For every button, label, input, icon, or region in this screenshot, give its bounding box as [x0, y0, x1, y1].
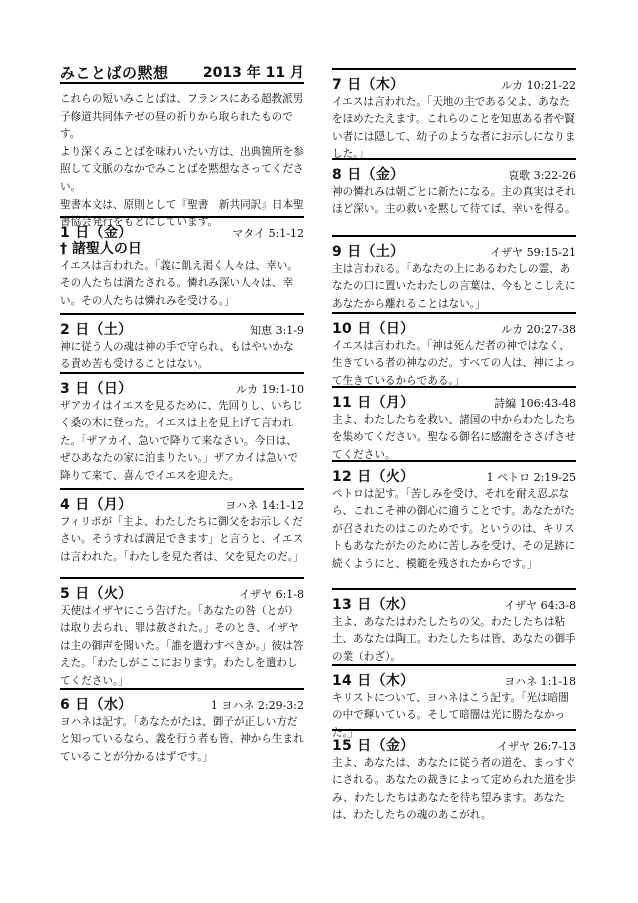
entry-date: 10 日（日）: [332, 321, 415, 337]
entry-day-7: [332, 68, 576, 164]
scripture-reference: 詩編 106:43-48: [494, 397, 576, 410]
entry-divider: [332, 460, 576, 462]
scripture-reference: イザヤ 6:1-8: [239, 588, 304, 601]
entry-day-11: [332, 386, 576, 464]
entry-divider: [332, 312, 576, 314]
entry-day-12: [332, 460, 576, 573]
entry-day-15: [332, 729, 576, 825]
scripture-reference: マタイ 5:1-12: [232, 227, 304, 240]
verse-text: 主よ、あなたはわたしたちの父。わたしたちは粘土、あなたは陶工。わたしたちは皆、あなたの御手の業（わざ）。: [332, 616, 576, 663]
scripture-reference: ヨハネ 1:1-18: [504, 675, 576, 688]
entry-day-3: [60, 372, 304, 485]
entry-date: 2 日（土）: [60, 322, 133, 338]
entry-divider: [60, 577, 304, 579]
verse-text: ヨハネは記す。「あなたがたは、御子が正しい方だと知っているなら、義を行う者も皆、神から生まれていることが分かるはずです。」: [60, 716, 304, 763]
entry-date: 3 日（日）: [60, 381, 133, 397]
scripture-reference: 1 ペトロ 2:19-25: [486, 471, 576, 484]
verse-text: イエスは言われた。「義に飢え渇く人々は、幸い。その人たちは満たされる。憐れみ深い人々は、幸い。その人たちは憐れみを受ける。」: [60, 260, 298, 307]
introduction: [60, 91, 304, 232]
entry-date: 15 日（金）: [332, 738, 415, 754]
intro-paragraph: これらの短いみことばは、フランスにある超教派男子修道共同体テゼの昼の祈りから取られたものです。: [60, 93, 304, 141]
entry-date: 11 日（月）: [332, 395, 415, 411]
verse-text: イエスは言われた。「神は死んだ者の神ではなく、生きている者の神なのだ。すべての人は、神によって生きているからである。」: [332, 340, 576, 387]
page-header: [60, 62, 304, 82]
entry-date: 13 日（水）: [332, 597, 415, 613]
scripture-reference: 哀歌 3:22-26: [508, 169, 576, 182]
scripture-reference: 知恵 3:1-9: [250, 324, 304, 337]
entry-divider: [332, 158, 576, 160]
verse-text: 神の憐れみは朝ごとに新たになる。主の真実はそれほど深い。主の救いを黙して待てば、幸いを得る。: [332, 186, 576, 216]
entry-day-9: [332, 235, 576, 313]
scripture-reference: イザヤ 64:3-8: [504, 599, 576, 612]
entry-divider: [60, 313, 304, 315]
scripture-reference: ルカ 10:21-22: [501, 79, 576, 92]
scripture-reference: 1 ヨハネ 2:29-3:2: [210, 699, 304, 712]
verse-text: 主よ、わたしたちを救い、諸国の中からわたしたちを集めてください。聖なる御名に感謝をささげさせてください。: [332, 414, 576, 461]
entry-date: 7 日（木）: [332, 77, 405, 93]
entry-divider: [332, 588, 576, 590]
verse-text: 神に従う人の魂は神の手で守られ、もはやいかなる責め苦も受けることはない。: [60, 341, 294, 371]
entry-day-1: [60, 216, 304, 310]
entry-divider: [332, 235, 576, 237]
entry-date: 14 日（木）: [332, 673, 415, 689]
entry-day-13: [332, 588, 576, 666]
entry-date: 5 日（火）: [60, 586, 133, 602]
entry-date: 1 日（金）: [60, 225, 133, 241]
verse-text: ザアカイはイエスを見るために、先回りし、いちじく桑の木に登った。イエスは上を見上げて言われた。「ザアカイ、急いで降りて来なさい。今日は、ぜひあなたの家に泊まりたい。」ザアカイは急いで降りて来て、喜んでイエスを迎えた。: [60, 400, 303, 482]
entry-divider: [332, 729, 576, 731]
verse-text: 主は言われる。「あなたの上にあるわたしの霊、あなたの口に置いたわたしの言葉は、今もとこしえにあなたから離れることはない。」: [332, 263, 576, 310]
entry-day-10: [332, 312, 576, 390]
entry-divider: [60, 372, 304, 374]
verse-text: イエスは言われた。「天地の主である父よ、あなたをほめたたえます。これらのことを知恵ある者や賢い者には隠して、幼子のような者にお示しになりました。」: [332, 96, 576, 161]
entry-date: 4 日（月）: [60, 497, 133, 513]
entry-divider: [332, 386, 576, 388]
scripture-reference: ヨハネ 14:1-12: [225, 499, 304, 512]
entry-day-8: [332, 158, 576, 219]
scripture-reference: イザヤ 26:7-13: [497, 740, 576, 753]
entry-day-2: [60, 313, 304, 374]
entry-day-6: [60, 688, 304, 766]
intro-paragraph: 聖書本文は、原則として『聖書 新共同訳』日本聖書協会発行をもとにしています。: [60, 198, 304, 229]
feast-name: † 諸聖人の日: [60, 241, 142, 257]
entry-day-4: [60, 488, 304, 566]
verse-text: ペトロは記す。「苦しみを受け、それを耐え忍ぶなら、これこそ神の御心に適うことです。あなたがたが召されたのはこのためです。というのは、キリストもあなたがたのために苦しみを受け、その足跡に続くようにと、模範を残されたからです。」: [332, 488, 576, 570]
entry-divider: [60, 688, 304, 690]
entry-day-5: [60, 577, 304, 690]
entry-divider: [60, 216, 304, 218]
entry-date: 6 日（水）: [60, 697, 133, 713]
entry-divider: [332, 68, 576, 70]
entry-divider: [332, 664, 576, 666]
verse-text: 天使はイザヤにこう告げた。「あなたの咎（とが）は取り去られ、罪は赦された。」そのとき、イザヤは主の御声を聞いた。「誰を遣わすべきか。」彼は答えた。「わたしがここにおります。わたしを遣わしてください。」: [60, 605, 304, 687]
header-divider: [60, 82, 304, 84]
entry-date: 9 日（土）: [332, 244, 405, 260]
scripture-reference: ルカ 19:1-10: [236, 383, 304, 396]
verse-text: フィリポが「主よ、わたしたちに御父をお示しください。そうすれば満足できます」と言うと、イエスは言われた。「わたしを見た者は、父を見たのだ。」: [60, 516, 304, 563]
page-title: みことばの黙想: [60, 64, 169, 82]
intro-paragraph: より深くみことばを味わいたい方は、出典箇所を参照して文脈のなかでみことばを黙想なさってください。: [60, 145, 304, 193]
entry-divider: [60, 488, 304, 490]
verse-text: 主よ、あなたは、あなたに従う者の道を、まっすぐにされる。あなたの裁きによって定められた道を歩み、わたしたちはあなたを待ち望みます。あなたは、わたしたちの魂のあこがれ。: [332, 757, 576, 822]
entry-date: 12 日（火）: [332, 469, 415, 485]
verse-text: キリストについて、ヨハネはこう記す。「光は暗闇の中で輝いている。そして暗闇は光に勝たなかった。」: [332, 692, 569, 739]
entry-date: 8 日（金）: [332, 167, 405, 183]
scripture-reference: ルカ 20:27-38: [501, 323, 576, 336]
month-label: 2013 年 11 月: [202, 65, 304, 81]
scripture-reference: イザヤ 59:15-21: [490, 246, 576, 259]
